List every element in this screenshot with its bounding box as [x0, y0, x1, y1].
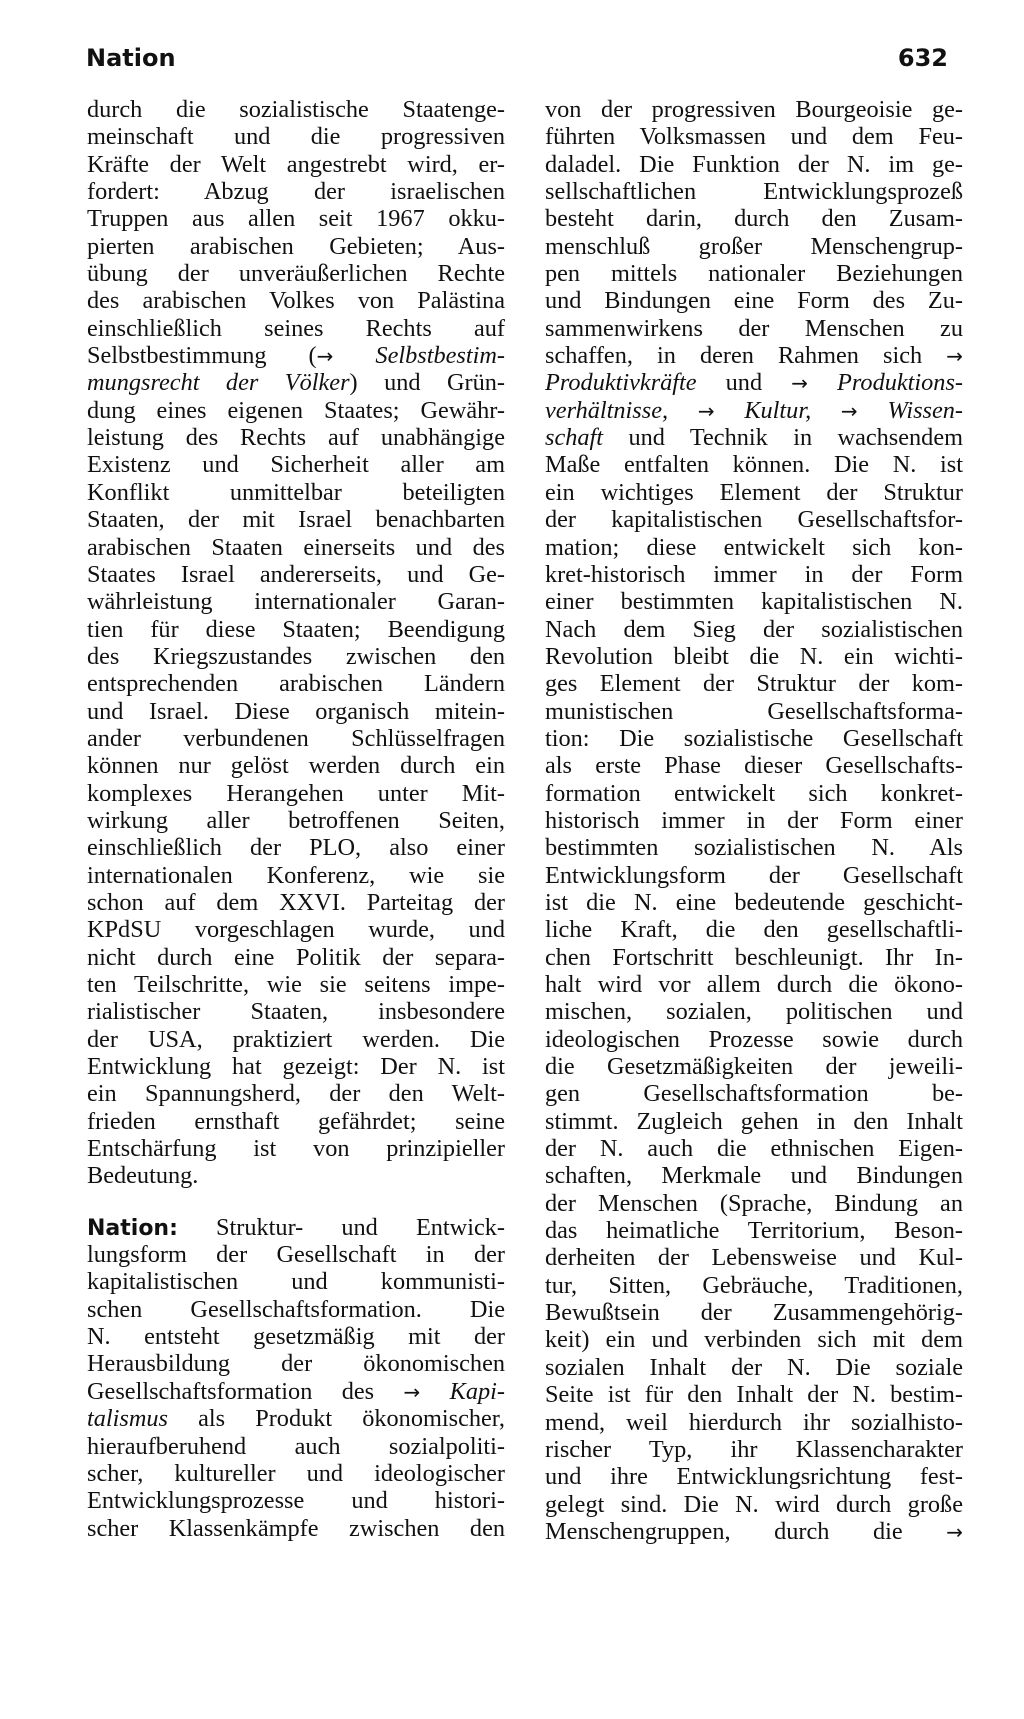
text-line: tien für diese Staaten; Beendigung — [87, 615, 505, 643]
text-line: die Gesetzmäßigkeiten der jeweili- — [545, 1053, 963, 1081]
text-line: KPdSU vorgeschlagen wurde, und — [87, 916, 505, 944]
page-number: 632 — [897, 44, 948, 72]
text-line: gen Gesellschaftsformation be- — [545, 1080, 963, 1108]
text-line: Maße entfalten können. Die N. ist — [545, 451, 963, 479]
text-line: historisch immer in der Form einer — [545, 806, 963, 834]
text-line: kapitalistischen und kommunisti- — [87, 1268, 505, 1296]
text-line — [545, 1518, 963, 1545]
cross-reference: Selbstbestim- — [375, 342, 505, 370]
text-line: und ihre Entwicklungsrichtung fest- — [545, 1463, 963, 1491]
text-line — [87, 1378, 505, 1405]
text-line: ges Element der Struktur der kom- — [545, 670, 963, 698]
text-line: Entwicklungsprozesse und histori- — [87, 1487, 505, 1515]
text-line: ein Spannungsherd, der den Welt- — [87, 1080, 505, 1108]
text-line — [87, 369, 505, 396]
text-line: Staaten, der mit Israel benachbarten — [87, 506, 505, 534]
text-line: pen mittels nationaler Beziehungen — [545, 260, 963, 288]
text-line: schon auf dem XXVI. Parteitag der — [87, 888, 505, 916]
running-head: Nation — [86, 44, 176, 72]
text-line: gelegt sind. Die N. wird durch große — [545, 1490, 963, 1518]
cross-reference: mungsrecht der Völker — [87, 369, 350, 397]
left-column — [87, 96, 505, 1542]
text-line: sellschaftlichen Entwicklungsprozeß — [545, 178, 963, 206]
text-line — [545, 424, 963, 451]
text-line: N. entsteht gesetzmäßig mit der — [87, 1323, 505, 1351]
text-line: können nur gelöst werden durch ein — [87, 752, 505, 780]
right-column — [545, 96, 963, 1545]
text-line: einschließlich der PLO, also einer — [87, 834, 505, 862]
text-segment: schaffen, in deren Rahmen sich — [545, 342, 947, 370]
text-segment: Struktur- und Entwick- — [216, 1213, 505, 1241]
text-line: Revolution bleibt die N. ein wichti- — [545, 642, 963, 670]
text-line: derheiten der Lebensweise und Kul- — [545, 1244, 963, 1272]
arrow-icon: → — [403, 1379, 421, 1404]
text-line: der kapitalistischen Gesellschaftsfor- — [545, 506, 963, 534]
text-line: mischen, sozialen, politischen und — [545, 998, 963, 1026]
text-line: Existenz und Sicherheit aller am — [87, 451, 505, 479]
text-line: Kräfte der Welt angestrebt wird, er- — [87, 150, 505, 178]
text-line: scher, kultureller und ideologischer — [87, 1459, 505, 1487]
text-line: meinschaft und die progressiven — [87, 123, 505, 151]
text-line — [545, 342, 963, 369]
text-line: der Menschen (Sprache, Bindung an — [545, 1189, 963, 1217]
text-line: dung eines eigenen Staates; Gewähr- — [87, 396, 505, 424]
text-line: der USA, praktiziert werden. Die — [87, 1025, 505, 1053]
text-line: munistischen Gesellschaftsforma- — [545, 697, 963, 725]
text-line: ander verbundenen Schlüsselfragen — [87, 724, 505, 752]
text-segment: Menschengruppen, durch die — [545, 1517, 947, 1545]
text-line: mend, weil hierdurch ihr sozialhisto- — [545, 1408, 963, 1436]
paragraph-gap — [87, 1190, 505, 1214]
text-line: einer bestimmten kapitalistischen N. — [545, 588, 963, 616]
text-line: ten Teilschritte, wie sie seitens impe- — [87, 971, 505, 998]
entry-lemma: Nation: — [87, 1215, 178, 1241]
cross-reference: Produktions- — [837, 369, 964, 397]
arrow-icon: → — [946, 344, 963, 369]
text-line: menschluß großer Menschengrup- — [545, 232, 963, 260]
text-segment: und — [696, 369, 792, 397]
text-line: formation entwickelt sich konkret- — [545, 779, 963, 807]
text-line: komplexes Herangehen unter Mit- — [87, 779, 505, 807]
arrow-icon: → — [697, 398, 715, 423]
text-line: daladel. Die Funktion der N. im ge- — [545, 150, 963, 178]
text-line: als erste Phase dieser Gesellschafts- — [545, 752, 963, 780]
text-line: internationalen Konferenz, wie sie — [87, 861, 505, 889]
text-line: des Kriegszustandes zwischen den — [87, 642, 505, 670]
text-line: wirkung aller betroffenen Seiten, — [87, 806, 505, 834]
cross-reference: verhältnisse, — [545, 396, 669, 424]
text-line: nicht durch eine Politik der separa- — [87, 943, 505, 971]
text-line: entsprechenden arabischen Ländern — [87, 670, 505, 698]
text-line: lungsform der Gesellschaft in der — [87, 1241, 505, 1269]
text-segment: ) und Grün- — [349, 369, 505, 397]
text-line: ideologischen Prozesse sowie durch — [545, 1025, 963, 1053]
cross-reference: Kultur, — [744, 396, 812, 424]
text-line: und Israel. Diese organisch mitein- — [87, 697, 505, 725]
text-line: bestimmten sozialistischen N. Als — [545, 834, 963, 862]
text-line: Bewußtsein der Zusammengehörig- — [545, 1299, 963, 1327]
text-line: hieraufberuhend auch sozialpoliti- — [87, 1432, 505, 1460]
text-line: kret-historisch immer in der Form — [545, 560, 963, 588]
text-line: sozialen Inhalt der N. Die soziale — [545, 1353, 963, 1381]
text-line: leistung des Rechts auf unabhängige — [87, 424, 505, 452]
cross-reference: schaft — [545, 424, 604, 452]
text-line: Entwicklungsform der Gesellschaft — [545, 861, 963, 889]
text-line: stimmt. Zugleich gehen in den Inhalt — [545, 1107, 963, 1135]
text-line — [545, 397, 963, 424]
text-line: besteht darin, durch den Zusam- — [545, 205, 963, 233]
text-line: der N. auch die ethnischen Eigen- — [545, 1135, 963, 1163]
page-header — [86, 44, 948, 80]
text-line: keit) ein und verbinden sich mit dem — [545, 1326, 963, 1354]
text-line: Nach dem Sieg der sozialistischen — [545, 615, 963, 643]
text-line: tion: Die sozialistische Gesellschaft — [545, 724, 963, 752]
text-line: Bedeutung. — [87, 1162, 199, 1190]
text-segment: Selbstbestimmung ( — [87, 342, 317, 370]
entry-first-line — [87, 1214, 505, 1241]
text-line: Entwicklung hat gezeigt: Der N. ist — [87, 1053, 505, 1081]
text-segment: als Produkt ökonomischer, — [168, 1405, 505, 1433]
text-line: führten Volksmassen und dem Feu- — [545, 123, 963, 151]
text-line: arabischen Staaten einerseits und des — [87, 533, 505, 561]
text-line: Konflikt unmittelbar beteiligten — [87, 478, 505, 506]
text-line — [545, 369, 963, 396]
text-segment: Gesellschaftsformation des — [87, 1377, 404, 1405]
text-segment: und Technik in wachsendem — [603, 424, 963, 452]
cross-reference: Wissen- — [887, 396, 964, 424]
text-line: Staates Israel andererseits, und Ge- — [87, 560, 505, 588]
cross-reference: Kapi- — [449, 1377, 506, 1405]
arrow-icon: → — [316, 344, 334, 369]
text-line: übung der unveräußerlichen Rechte — [87, 260, 505, 288]
text-line: Herausbildung der ökonomischen — [87, 1350, 505, 1378]
text-line: liche Kraft, die den gesellschaftli- — [545, 916, 963, 944]
text-line: ist die N. eine bedeutende geschicht- — [545, 888, 963, 916]
text-line: rialistischer Staaten, insbesondere — [87, 998, 505, 1026]
text-line: Truppen aus allen seit 1967 okku- — [87, 205, 505, 233]
arrow-icon: → — [946, 1519, 963, 1544]
cross-reference: Produktivkräfte — [545, 369, 697, 397]
text-line: des arabischen Volkes von Palästina — [87, 287, 505, 315]
arrow-icon: → — [791, 371, 808, 396]
text-line: das heimatliche Territorium, Beson- — [545, 1217, 963, 1245]
text-line: sammenwirkens der Menschen zu — [545, 314, 963, 342]
text-line: Entschärfung ist von prinzipieller — [87, 1135, 505, 1163]
text-line: schaften, Merkmale und Bindungen — [545, 1162, 963, 1190]
text-line: schen Gesellschaftsformation. Die — [87, 1295, 505, 1323]
text-line: ein wichtiges Element der Struktur — [545, 478, 963, 506]
text-line: chen Fortschritt beschleunigt. Ihr In- — [545, 943, 963, 971]
text-line: tur, Sitten, Gebräuche, Traditionen, — [545, 1271, 963, 1299]
text-line: von der progressiven Bourgeoisie ge- — [545, 96, 963, 123]
text-line: Seite ist für den Inhalt der N. bestim- — [545, 1381, 963, 1409]
text-line: einschließlich seines Rechts auf — [87, 314, 505, 342]
text-line: rischer Typ, ihr Klassencharakter — [545, 1435, 963, 1463]
text-line: halt wird vor allem durch die ökono- — [545, 971, 963, 998]
text-line: währleistung internationaler Garan- — [87, 588, 505, 616]
text-line — [87, 342, 505, 369]
text-line: pierten arabischen Gebieten; Aus- — [87, 232, 505, 260]
text-line: frieden ernsthaft gefährdet; seine — [87, 1107, 505, 1135]
text-line: mation; diese entwickelt sich kon- — [545, 533, 963, 561]
text-line: durch die sozialistische Staatenge- — [87, 96, 505, 123]
arrow-icon: → — [840, 398, 858, 423]
cross-reference: talismus — [87, 1405, 169, 1433]
text-line: und Bindungen eine Form des Zu- — [545, 287, 963, 315]
text-line: scher Klassenkämpfe zwischen den — [87, 1514, 505, 1542]
text-line: fordert: Abzug der israelischen — [87, 178, 505, 206]
text-line — [87, 1405, 505, 1432]
